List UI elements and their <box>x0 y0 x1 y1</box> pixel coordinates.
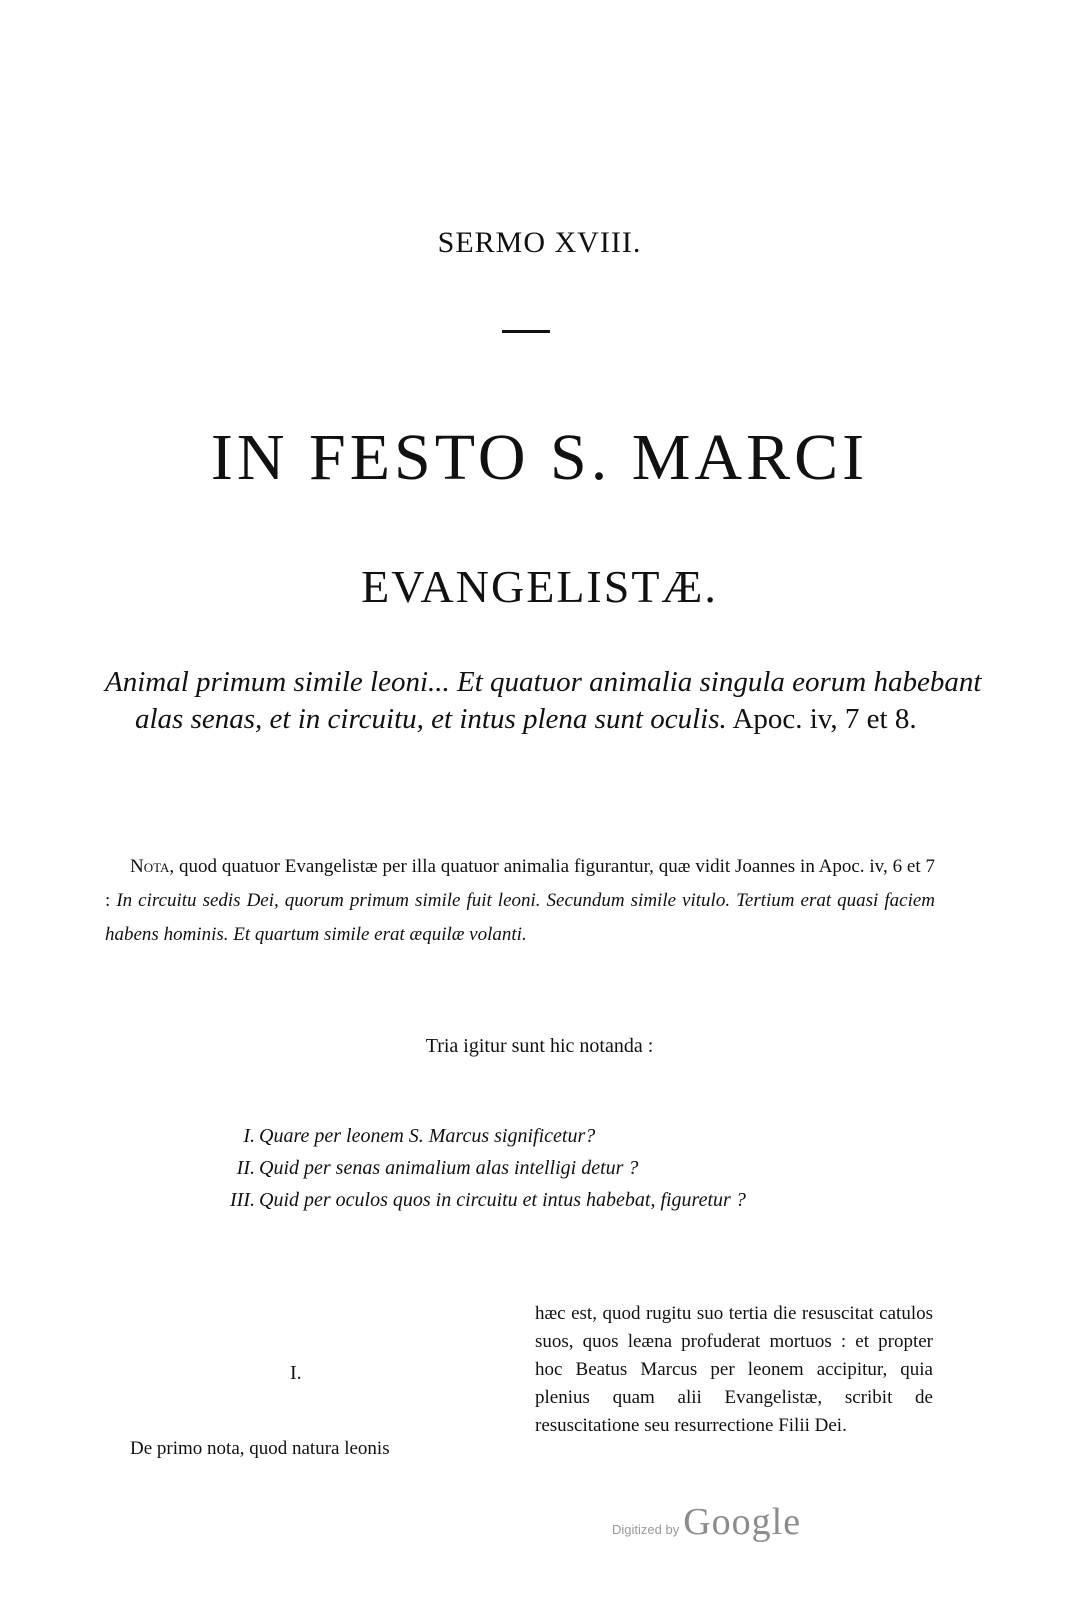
question-item <box>210 1152 910 1184</box>
google-logo: Google <box>683 1501 802 1543</box>
right-column-text: hæc est, quod rugitu suo tertia die resuscitat catulos suos, quos leæna profuderat mortuos : et propter hoc Beatus Marcus per leonem accipitur, quia plenius quam alii Evangelistæ, scribit de resuscitatione seu resurrectione Filii Dei. <box>535 1303 933 1436</box>
nota-paragraph <box>105 850 935 952</box>
question-list <box>210 1120 910 1216</box>
nota-text: quod quatuor Evangelistæ per illa quatuor animalia figurantur, quæ vidit Joannes in Apoc. iv, 6 et 7 : <box>105 856 936 911</box>
question-text: Quid per senas animalium alas intelligi detur ? <box>259 1157 639 1179</box>
question-item <box>210 1120 910 1152</box>
title-divider <box>502 330 550 333</box>
nota-lead: Nota, <box>130 856 175 877</box>
page-subtitle: EVANGELISTÆ. <box>361 561 718 612</box>
epigraph <box>105 664 985 738</box>
left-column-text: De primo nota, quod natura leonis <box>130 1438 390 1459</box>
question-text: Quid per oculos quos in circuitu et intus habebat, figuretur ? <box>259 1189 746 1211</box>
question-item <box>210 1184 910 1216</box>
question-number: III. <box>230 1189 255 1211</box>
epigraph-reference: Apoc. iv, 7 et 8. <box>732 703 917 735</box>
digitized-watermark <box>612 1500 801 1544</box>
tria-heading: Tria igitur sunt hic notanda : <box>425 1035 654 1057</box>
question-text: Quare per leonem S. Marcus significetur? <box>259 1125 596 1147</box>
watermark-prefix: Digitized by <box>612 1522 680 1537</box>
epigraph-quote: Animal primum simile leoni... Et quatuor animalia singula eorum habebant alas senas, et in circuitu, et intus plena sunt oculis. <box>105 666 982 735</box>
question-number: I. <box>243 1125 255 1147</box>
sermon-number: SERMO XVIII. <box>437 226 642 259</box>
question-number: II. <box>236 1157 255 1179</box>
nota-quote: In circuitu sedis Dei, quorum primum simile fuit leoni. Secundum simile vitulo. Tertium erat quasi faciem habens hominis. Et quartum simile erat æquilæ volanti. <box>105 890 935 945</box>
page-title: IN FESTO S. MARCI <box>210 421 869 494</box>
section-number: I. <box>290 1362 302 1384</box>
